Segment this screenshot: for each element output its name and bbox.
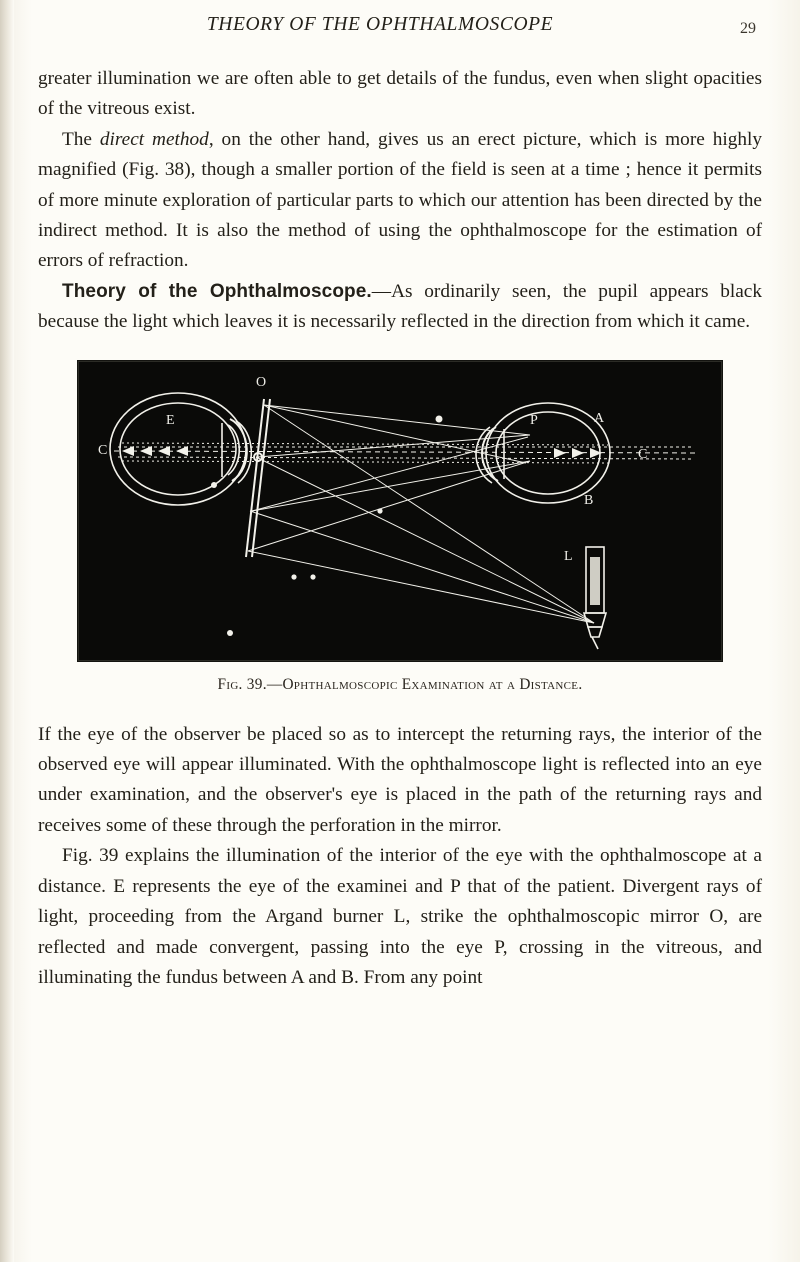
figure-caption-text: —Ophthalmoscopic Examination at a Distance. — [266, 675, 583, 693]
figure-label-L-lamp: L — [564, 548, 573, 564]
figure-caption-number: Fig. 39. — [217, 675, 267, 693]
figure-label-P-patient: P — [530, 412, 538, 428]
paragraph-3-text: —As ordinarily seen, the pupil appears black because the light which leaves it is necessarily reflected in the direction from which it came. — [38, 280, 762, 333]
figure-caption — [38, 676, 762, 694]
figure-39-image — [77, 360, 723, 662]
figure-label-O-mirror: O — [256, 374, 267, 390]
running-header — [38, 14, 762, 44]
argand-burner-lamp — [584, 547, 606, 649]
rays-mirror-to-patient-eye — [248, 405, 530, 551]
figure-label-A: A — [594, 410, 605, 426]
paragraph-1: greater illumination we are often able to get details of the fundus, even when slight opacities of the vitreous exist. — [38, 68, 762, 120]
paragraph-2-lead: The — [62, 128, 100, 150]
paragraph-5: Fig. 39 explains the illumination of the interior of the eye with the ophthalmoscope at a distance. E represents the eye of the examinei and P that of the patient. Divergent rays of light, proceeding from the Argand burner L, strike the ophthalmoscopic mirror O, are reflected and made convergent, passing into the eye P, crossing in the vitreous, and illuminating the fundus between A and B. From any point — [38, 845, 762, 988]
figure-label-B: B — [584, 492, 594, 508]
paragraph-4: If the eye of the observer be placed so as to intercept the returning rays, the interior of the observed eye will appear illuminated. With the ophthalmoscope light is reflected into an eye under examination, and the observer's eye is placed in the path of the returning rays and receives some of these through the perforation in the mirror. — [38, 723, 762, 836]
paragraph-2-rest: , on the other hand, gives us an erect picture, which is more highly magnified (Fig. 38), though a smaller portion of the field is seen at a time ; hence it permits of more minute exploration of particular parts to which our attention has been directed by the indirect method. It is also the method of using the ophthalmoscope for the estimation of errors of refraction. — [38, 128, 762, 272]
page-content — [38, 0, 762, 993]
page-number: 29 — [740, 20, 756, 37]
paragraph-2-italic-term: direct method — [99, 128, 209, 150]
figure-label-C-right: C — [638, 446, 648, 462]
section-heading-run-in: Theory of the Ophthalmoscope. — [62, 280, 372, 302]
figure-label-C-left: C — [98, 442, 108, 458]
ray-arrowheads-right — [554, 448, 602, 458]
ophthalmoscope-mirror — [246, 399, 270, 557]
ophthalmoscope-diagram — [78, 361, 722, 661]
paragraph-2 — [38, 125, 762, 277]
paragraph-3 — [38, 277, 762, 338]
figure-block — [38, 360, 762, 662]
page-left-edge-shadow — [0, 0, 14, 1262]
running-head-title: THEORY OF THE OPHTHALMOSCOPE — [206, 14, 554, 35]
rays-lamp-to-mirror — [248, 405, 594, 623]
patient-eye-group — [476, 403, 610, 503]
figure-label-E-observer: E — [166, 412, 175, 428]
